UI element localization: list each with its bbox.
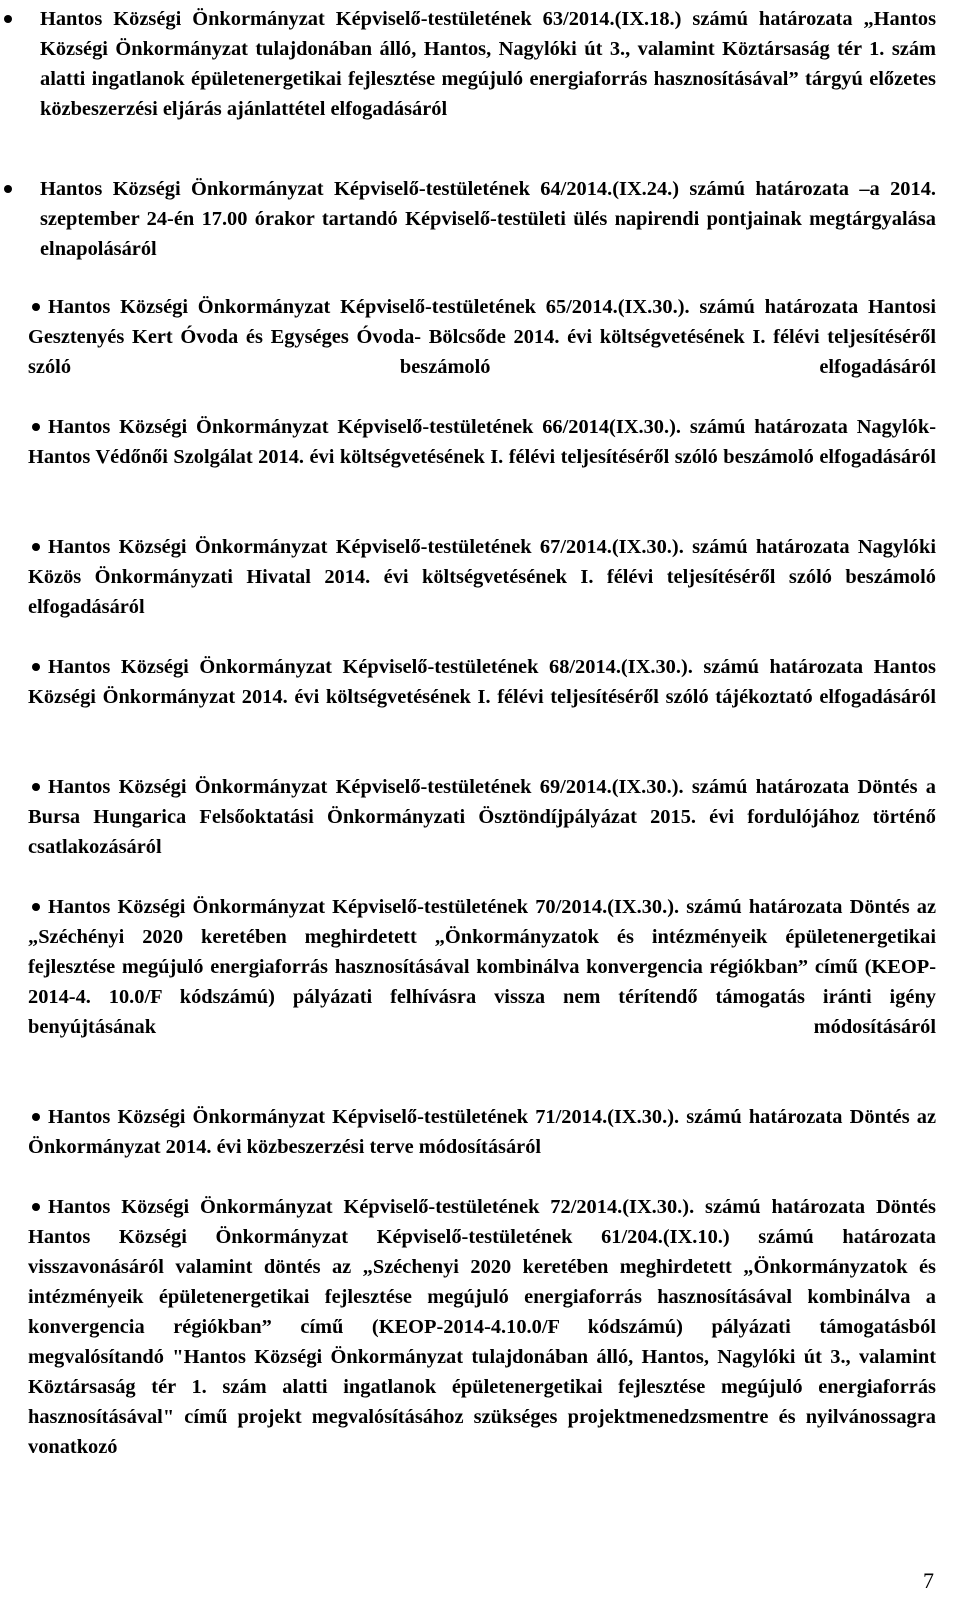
resolution-item-72 — [28, 1192, 936, 1462]
resolution-text: Hantos Községi Önkormányzat Képviselő-testületének 65/2014.(IX.30.). számú határozata Hantosi Gesztenyés Kert Óvoda és Egységes Óvoda- Bölcsőde 2014. évi költségvetésének I. félévi teljesítéséről szóló beszámoló elfogadásáról — [28, 296, 936, 378]
resolution-text: Hantos Községi Önkormányzat Képviselő-testületének 66/2014(IX.30.). számú határozata Nagylók- Hantos Védőnői Szolgálat 2014. évi költségvetésének I. félévi teljesítéséről szóló beszámoló elfogadásáról — [28, 416, 936, 468]
bullet-icon — [32, 1113, 40, 1121]
bullet-icon — [32, 1203, 40, 1211]
resolution-text: Hantos Községi Önkormányzat Képviselő-testületének 70/2014.(IX.30.). számú határozata Döntés az „Széchényi 2020 keretében meghirdetett „Önkormányzatok és intézményeik épületenergetikai fejlesztése megújuló energiaforrás hasznosításával kombinálva konvergencia régiókban” című (KEOP-2014-4. 10.0/F kódszámú) pályázati felhívásra vissza nem térítendő támogatás iránti igény benyújtásának módosításáról — [28, 896, 936, 1038]
bullet-icon — [32, 543, 40, 551]
resolution-item-65 — [28, 292, 936, 382]
bullet-icon — [32, 663, 40, 671]
resolution-text: Hantos Községi Önkormányzat Képviselő-testületének 71/2014.(IX.30.). számú határozata Döntés az Önkormányzat 2014. évi közbeszerzési terve módosításáról — [28, 1106, 936, 1158]
bullet-icon — [32, 423, 40, 431]
resolution-text: Hantos Községi Önkormányzat Képviselő-testületének 72/2014.(IX.30.). számú határozata Döntés Hantos Községi Önkormányzat Képviselő-testületének 61/204.(IX.10.) számú határozata visszavonásáról valamint döntés az „Széchenyi 2020 keretében meghirdetett „Önkormányzatok és intézményeik épületenergetikai fejlesztése megújuló energiaforrás hasznosításával kombinálva a konvergencia régiókban” című (KEOP-2014-4.10.0/F kódszámú) pályázati támogatásból megvalósítandó "Hantos Községi Önkormányzat tulajdonában álló, Hantos, Nagylóki út 3., valamint Köztársaság tér 1. szám alatti ingatlanok épületenergetikai fejlesztése megújuló energiaforrás hasznosításával" című projekt megvalósításához szükséges projektmenedzsmentre és nyilvánossagra vonatkozó — [28, 1196, 936, 1458]
bullet-icon — [4, 185, 12, 193]
resolution-text: Hantos Községi Önkormányzat Képviselő-testületének 69/2014.(IX.30.). számú határozata Döntés a Bursa Hungarica Felsőoktatási Önkormányzati Ösztöndíjpályázat 2015. évi fordulójához történő csatlakozásáról — [28, 776, 936, 858]
resolution-item-64 — [0, 174, 936, 264]
bullet-icon — [32, 903, 40, 911]
resolution-item-68 — [28, 652, 936, 712]
bullet-icon — [4, 15, 12, 23]
resolution-item-70 — [28, 892, 936, 1042]
resolution-item-67 — [28, 532, 936, 622]
page-number: 7 — [923, 1568, 934, 1593]
resolution-text: Hantos Községi Önkormányzat Képviselő-testületének 64/2014.(IX.24.) számú határozata –a 2014. szeptember 24-én 17.00 órakor tartandó Képviselő-testületi ülés napirendi pontjainak megtárgyalása elnapolásáról — [40, 178, 936, 260]
resolution-text: Hantos Községi Önkormányzat Képviselő-testületének 63/2014.(IX.18.) számú határozata „Hantos Községi Önkormányzat tulajdonában álló, Hantos, Nagylóki út 3., valamint Köztársaság tér 1. szám alatti ingatlanok épületenergetikai fejlesztése megújuló energiaforrás hasznosításával” tárgyú előzetes közbeszerzési eljárás ajánlattétel elfogadásáról — [40, 8, 936, 120]
resolution-item-71 — [28, 1102, 936, 1162]
resolution-item-69 — [28, 772, 936, 862]
bullet-icon — [32, 303, 40, 311]
resolution-text: Hantos Községi Önkormányzat Képviselő-testületének 67/2014.(IX.30.). számú határozata Nagylóki Közös Önkormányzati Hivatal 2014. évi költségvetésének I. félévi teljesítéséről szóló beszámoló elfogadásáról — [28, 536, 936, 618]
bullet-icon — [32, 783, 40, 791]
resolution-item-63 — [0, 4, 936, 124]
resolution-item-66 — [28, 412, 936, 472]
resolution-text: Hantos Községi Önkormányzat Képviselő-testületének 68/2014.(IX.30.). számú határozata Hantos Községi Önkormányzat 2014. évi költségvetésének I. félévi teljesítéséről szóló tájékoztató elfogadásáról — [28, 656, 936, 708]
